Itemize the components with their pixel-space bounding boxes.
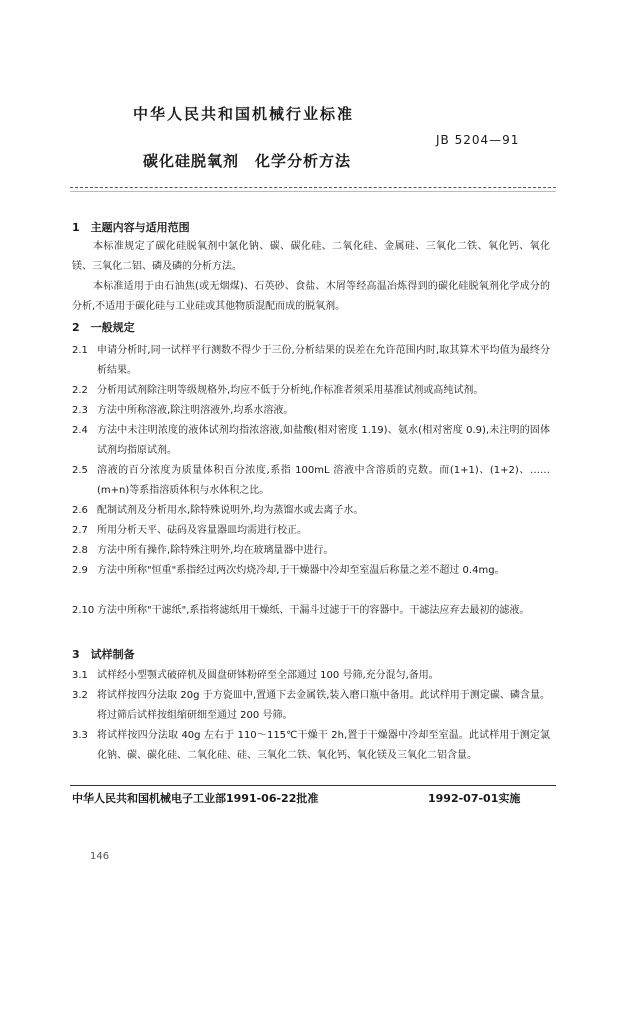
clause-number: 2.4 — [72, 425, 88, 436]
clause-text: 方法中所称"恒重"系指经过两次灼烧冷却,于干燥器中冷却至室温后称量之差不超过 0.4mg。 — [97, 565, 505, 576]
clause-number: 2.3 — [72, 405, 88, 416]
section-1-paragraph-2: 本标准适用于由石油焦(或无烟煤)、石英砂、食盐、木屑等经高温冶炼得到的碳化硅脱氧剂化学成分的分析,不适用于碳化硅与工业硅或其他物质混配而成的脱氧剂。 — [72, 281, 550, 312]
clause-number: 2.10 — [72, 605, 95, 616]
clause-text: 方法中所称"干滤纸",系指将滤纸用干燥纸、干漏斗过滤于干的容器中。干滤法应弃去最初的滤液。 — [97, 605, 530, 616]
clause-text: 所用分析天平、砝码及容量器皿均需进行校正。 — [97, 525, 307, 536]
section-3-heading: 3 试样制备 — [72, 648, 135, 661]
clause-number: 2.9 — [72, 565, 88, 576]
clause-text: 方法中所有操作,除特殊注明外,均在玻璃量器中进行。 — [97, 545, 334, 556]
approval-date: 中华人民共和国机械电子工业部1991-06-22批准 — [72, 792, 319, 805]
clause-number: 2.1 — [72, 345, 88, 356]
header-divider-thin — [70, 191, 556, 192]
clause-number: 2.6 — [72, 505, 88, 516]
clause-text: 方法中未注明浓度的液体试剂均指浓溶液,如盐酸(相对密度 1.19)、氨水(相对密度 0.9),未注明的固体试剂均指原试剂。 — [97, 425, 550, 456]
clause-number: 2.8 — [72, 545, 88, 556]
standard-code: JB 5204—91 — [436, 133, 520, 147]
section-1-paragraph-1: 本标准规定了碳化硅脱氧剂中氯化钠、碳、碳化硅、二氧化硅、金属硅、三氧化二铁、氧化钙、氧化镁、三氧化二铝、磷及磷的分析方法。 — [72, 241, 550, 272]
clause-number: 3.3 — [72, 730, 88, 741]
section-2-heading: 2 一般规定 — [72, 321, 135, 334]
clause-text: 溶液的百分浓度为质量体积百分浓度,系指 100mL 溶液中含溶质的克数。而(1+1)、(1+2)、……(m+n)等系指溶质体积与水体积之比。 — [97, 465, 550, 496]
page-number: 146 — [90, 851, 110, 862]
implementation-date: 1992-07-01实施 — [428, 792, 521, 805]
clause-text: 将试样按四分法取 40g 左右于 110～115℃干燥干 2h,置于干燥器中冷却至室温。此试样用于测定氯化钠、碳、碳化硅、二氧化硅、硅、三氧化二铁、氧化钙、氧化镁及三氧化二铝含量。 — [97, 730, 550, 761]
clause-number: 2.7 — [72, 525, 88, 536]
standard-organization: 中华人民共和国机械行业标准 — [133, 105, 355, 123]
header-divider — [70, 187, 556, 188]
clause-text: 分析用试剂除注明等级规格外,均应不低于分析纯,作标准者须采用基准试剂或高纯试剂。 — [97, 385, 484, 396]
clause-text: 方法中所称溶液,除注明溶液外,均系水溶液。 — [97, 405, 294, 416]
clause-text: 试样经小型颚式破碎机及圆盘研钵粉碎至全部通过 100 号筛,充分混匀,备用。 — [97, 670, 439, 681]
clause-number: 3.1 — [72, 670, 88, 681]
section-1-heading: 1 主题内容与适用范围 — [72, 221, 190, 234]
clause-number: 2.5 — [72, 465, 88, 476]
clause-number: 2.2 — [72, 385, 88, 396]
clause-text: 配制试剂及分析用水,除特殊说明外,均为蒸馏水或去离子水。 — [97, 505, 364, 516]
footer-divider — [70, 785, 556, 786]
document-title: 碳化硅脱氧剂 化学分析方法 — [143, 152, 352, 170]
clause-number: 3.2 — [72, 690, 88, 701]
clause-text: 申请分析时,同一试样平行测数不得少于三份,分析结果的误差在允许范围内时,取其算术平均值为最终分析结果。 — [97, 345, 550, 376]
clause-text: 将试样按四分法取 20g 于方瓷皿中,置通下去金属铁,装入磨口瓶中备用。此试样用于测定碳、磷含量。将过筛后试样按组缩研细至通过 200 号筛。 — [97, 690, 550, 721]
